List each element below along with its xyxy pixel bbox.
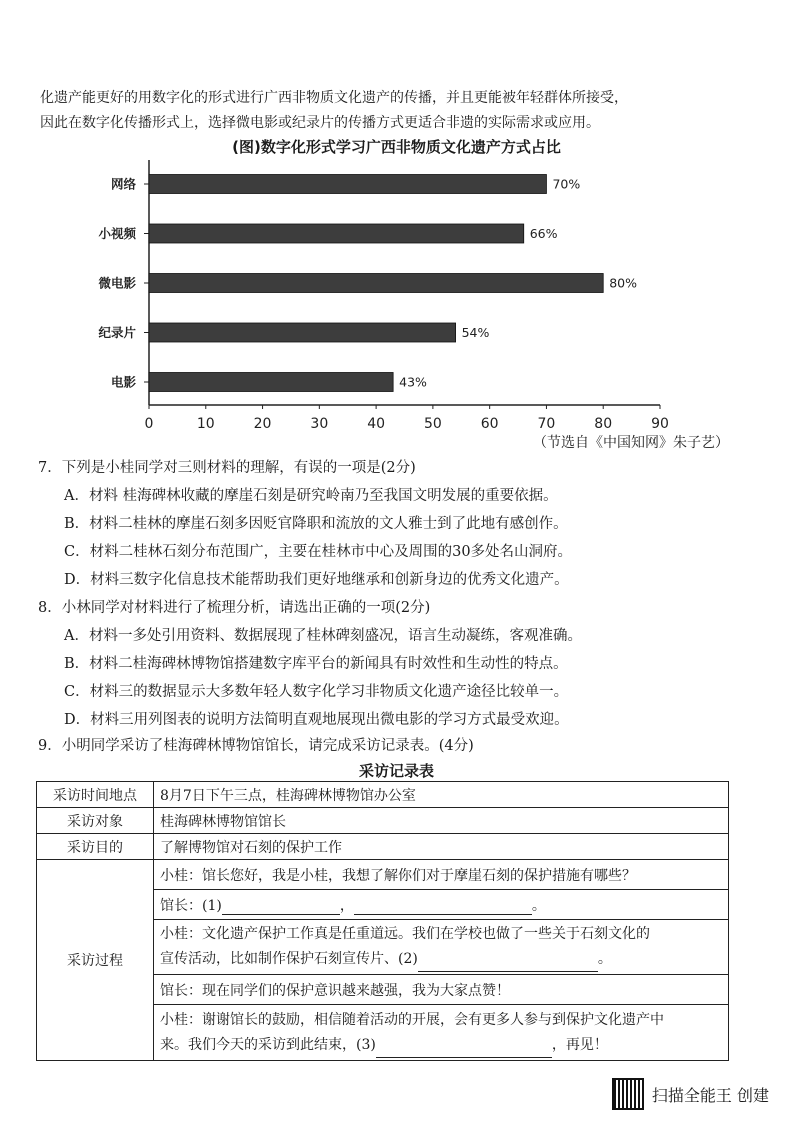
x-tick-label: 80 <box>594 416 613 432</box>
question-8-option-d: D．材料三用列图表的说明方法简明直观地展现出微电影的学习方式最受欢迎。 <box>64 712 569 728</box>
category-label: 小视频 <box>98 226 136 241</box>
turn-2-prefix: 馆长：(1) <box>160 897 222 914</box>
answer-blank-1b[interactable] <box>354 900 532 915</box>
value-label: 66% <box>529 226 558 241</box>
intro-line-2: 因此在数字化传播形式上，选择微电影或纪录片的传播方式更适合非遗的实际需求或应用。 <box>40 115 600 131</box>
question-9-stem: 9．小明同学采访了桂海碑林博物馆馆长，请完成采访记录表。(4分) <box>38 738 474 754</box>
dialogue-turn-3 <box>154 920 729 975</box>
category-label: 纪录片 <box>98 325 136 340</box>
chart-title: (图)数字化形式学习广西非物质文化遗产方式占比 <box>232 138 561 156</box>
question-8-option-b: B．材料二桂海碑林博物馆搭建数字库平台的新闻具有时效性和生动性的特点。 <box>64 656 568 672</box>
turn-2-comma: ， <box>339 897 354 914</box>
x-tick-label: 30 <box>310 416 329 432</box>
purpose-label: 采访目的 <box>37 834 154 860</box>
question-8-stem: 8．小林同学对材料进行了梳理分析，请选出正确的一项(2分) <box>38 600 431 616</box>
time-place-value: 8月7日下午三点，桂海碑林博物馆办公室 <box>154 782 729 808</box>
intro-line-1: 化遗产能更好的用数字化的形式进行广西非物质文化遗产的传播，并且更能被年轻群体所接受， <box>40 90 628 106</box>
value-label: 70% <box>552 176 581 192</box>
turn-5-suffix: ，再见！ <box>551 1036 608 1053</box>
question-7-stem: 7．下列是小桂同学对三则材料的理解，有误的一项是(2分) <box>38 460 416 476</box>
value-label: 80% <box>609 275 638 291</box>
interview-record-table <box>36 781 729 1061</box>
category-label: 网络 <box>110 176 136 192</box>
source-citation: （节选自《中国知网》朱子艺） <box>533 435 729 451</box>
bar <box>149 224 524 243</box>
category-label: 微电影 <box>98 275 136 291</box>
question-7-option-a: A．材料 桂海碑林收藏的摩崖石刻是研究岭南乃至我国文明发展的重要依据。 <box>64 488 558 504</box>
dialogue-turn-4: 馆长：现在同学们的保护意识越来越强，我为大家点赞！ <box>154 975 729 1005</box>
answer-blank-2[interactable] <box>418 957 598 972</box>
turn-3-line-2 <box>160 947 722 972</box>
value-label: 54% <box>461 325 490 340</box>
dialogue-turn-2 <box>154 890 729 920</box>
target-label: 采访对象 <box>37 808 154 834</box>
scanner-watermark <box>612 1078 769 1110</box>
answer-blank-3[interactable] <box>376 1043 552 1058</box>
x-tick-label: 50 <box>423 416 442 432</box>
time-place-label: 采访时间地点 <box>37 782 154 808</box>
x-tick-label: 10 <box>196 416 215 432</box>
turn-2-period: 。 <box>531 897 546 914</box>
bar <box>149 274 603 293</box>
bar <box>149 373 393 392</box>
table-title: 采访记录表 <box>358 762 434 780</box>
x-tick-label: 70 <box>537 416 556 432</box>
question-7-option-d: D．材料三数字化信息技术能帮助我们更好地继承和创新身边的优秀文化遗产。 <box>64 572 569 588</box>
target-value: 桂海碑林博物馆馆长 <box>154 808 729 834</box>
bar-chart <box>0 0 793 440</box>
purpose-value: 了解博物馆对石刻的保护工作 <box>154 834 729 860</box>
x-tick-label: 60 <box>480 416 499 432</box>
question-8-option-c: C．材料三的数据显示大多数年轻人数字化学习非物质文化遗产途径比较单一。 <box>64 684 569 700</box>
x-tick-label: 90 <box>651 416 669 432</box>
qr-code-icon <box>612 1078 644 1110</box>
value-label: 43% <box>399 374 427 390</box>
turn-3-prefix: 宣传活动，比如制作保护石刻宣传片、(2) <box>160 951 418 967</box>
bar <box>149 323 456 342</box>
turn-5-line-1: 小桂：谢谢馆长的鼓励，相信随着活动的开展，会有更多人参与到保护文化遗产中 <box>160 1011 664 1028</box>
question-8-option-a: A．材料一多处引用资料、数据展现了桂林碑刻盛况，语言生动凝练，客观准确。 <box>64 628 582 644</box>
dialogue-turn-5 <box>154 1005 729 1061</box>
question-7-option-b: B．材料二桂林的摩崖石刻多因贬官降职和流放的文人雅士到了此地有感创作。 <box>64 516 568 532</box>
answer-blank-1a[interactable] <box>222 900 340 915</box>
turn-3-line-1: 小桂：文化遗产保护工作真是任重道远。我们在学校也做了一些关于石刻文化的 <box>160 926 650 942</box>
x-tick-label: 40 <box>367 416 386 432</box>
x-tick-label: 0 <box>144 416 154 432</box>
dialogue-turn-1: 小桂：馆长您好，我是小桂，我想了解你们对于摩崖石刻的保护措施有哪些？ <box>154 860 729 890</box>
category-label: 电影 <box>110 374 136 390</box>
question-7-option-c: C．材料二桂林石刻分布范围广，主要在桂林市中心及周围的30多处名山洞府。 <box>64 544 573 560</box>
turn-3-suffix: 。 <box>597 951 612 967</box>
turn-5-prefix: 来。我们今天的采访到此结束，(3) <box>160 1036 376 1053</box>
turn-5-line-2 <box>160 1033 722 1058</box>
scanner-watermark-text: 扫描全能王 创建 <box>651 1085 769 1105</box>
process-label: 采访过程 <box>37 860 154 1061</box>
x-tick-label: 20 <box>253 416 272 432</box>
bar <box>149 175 546 194</box>
